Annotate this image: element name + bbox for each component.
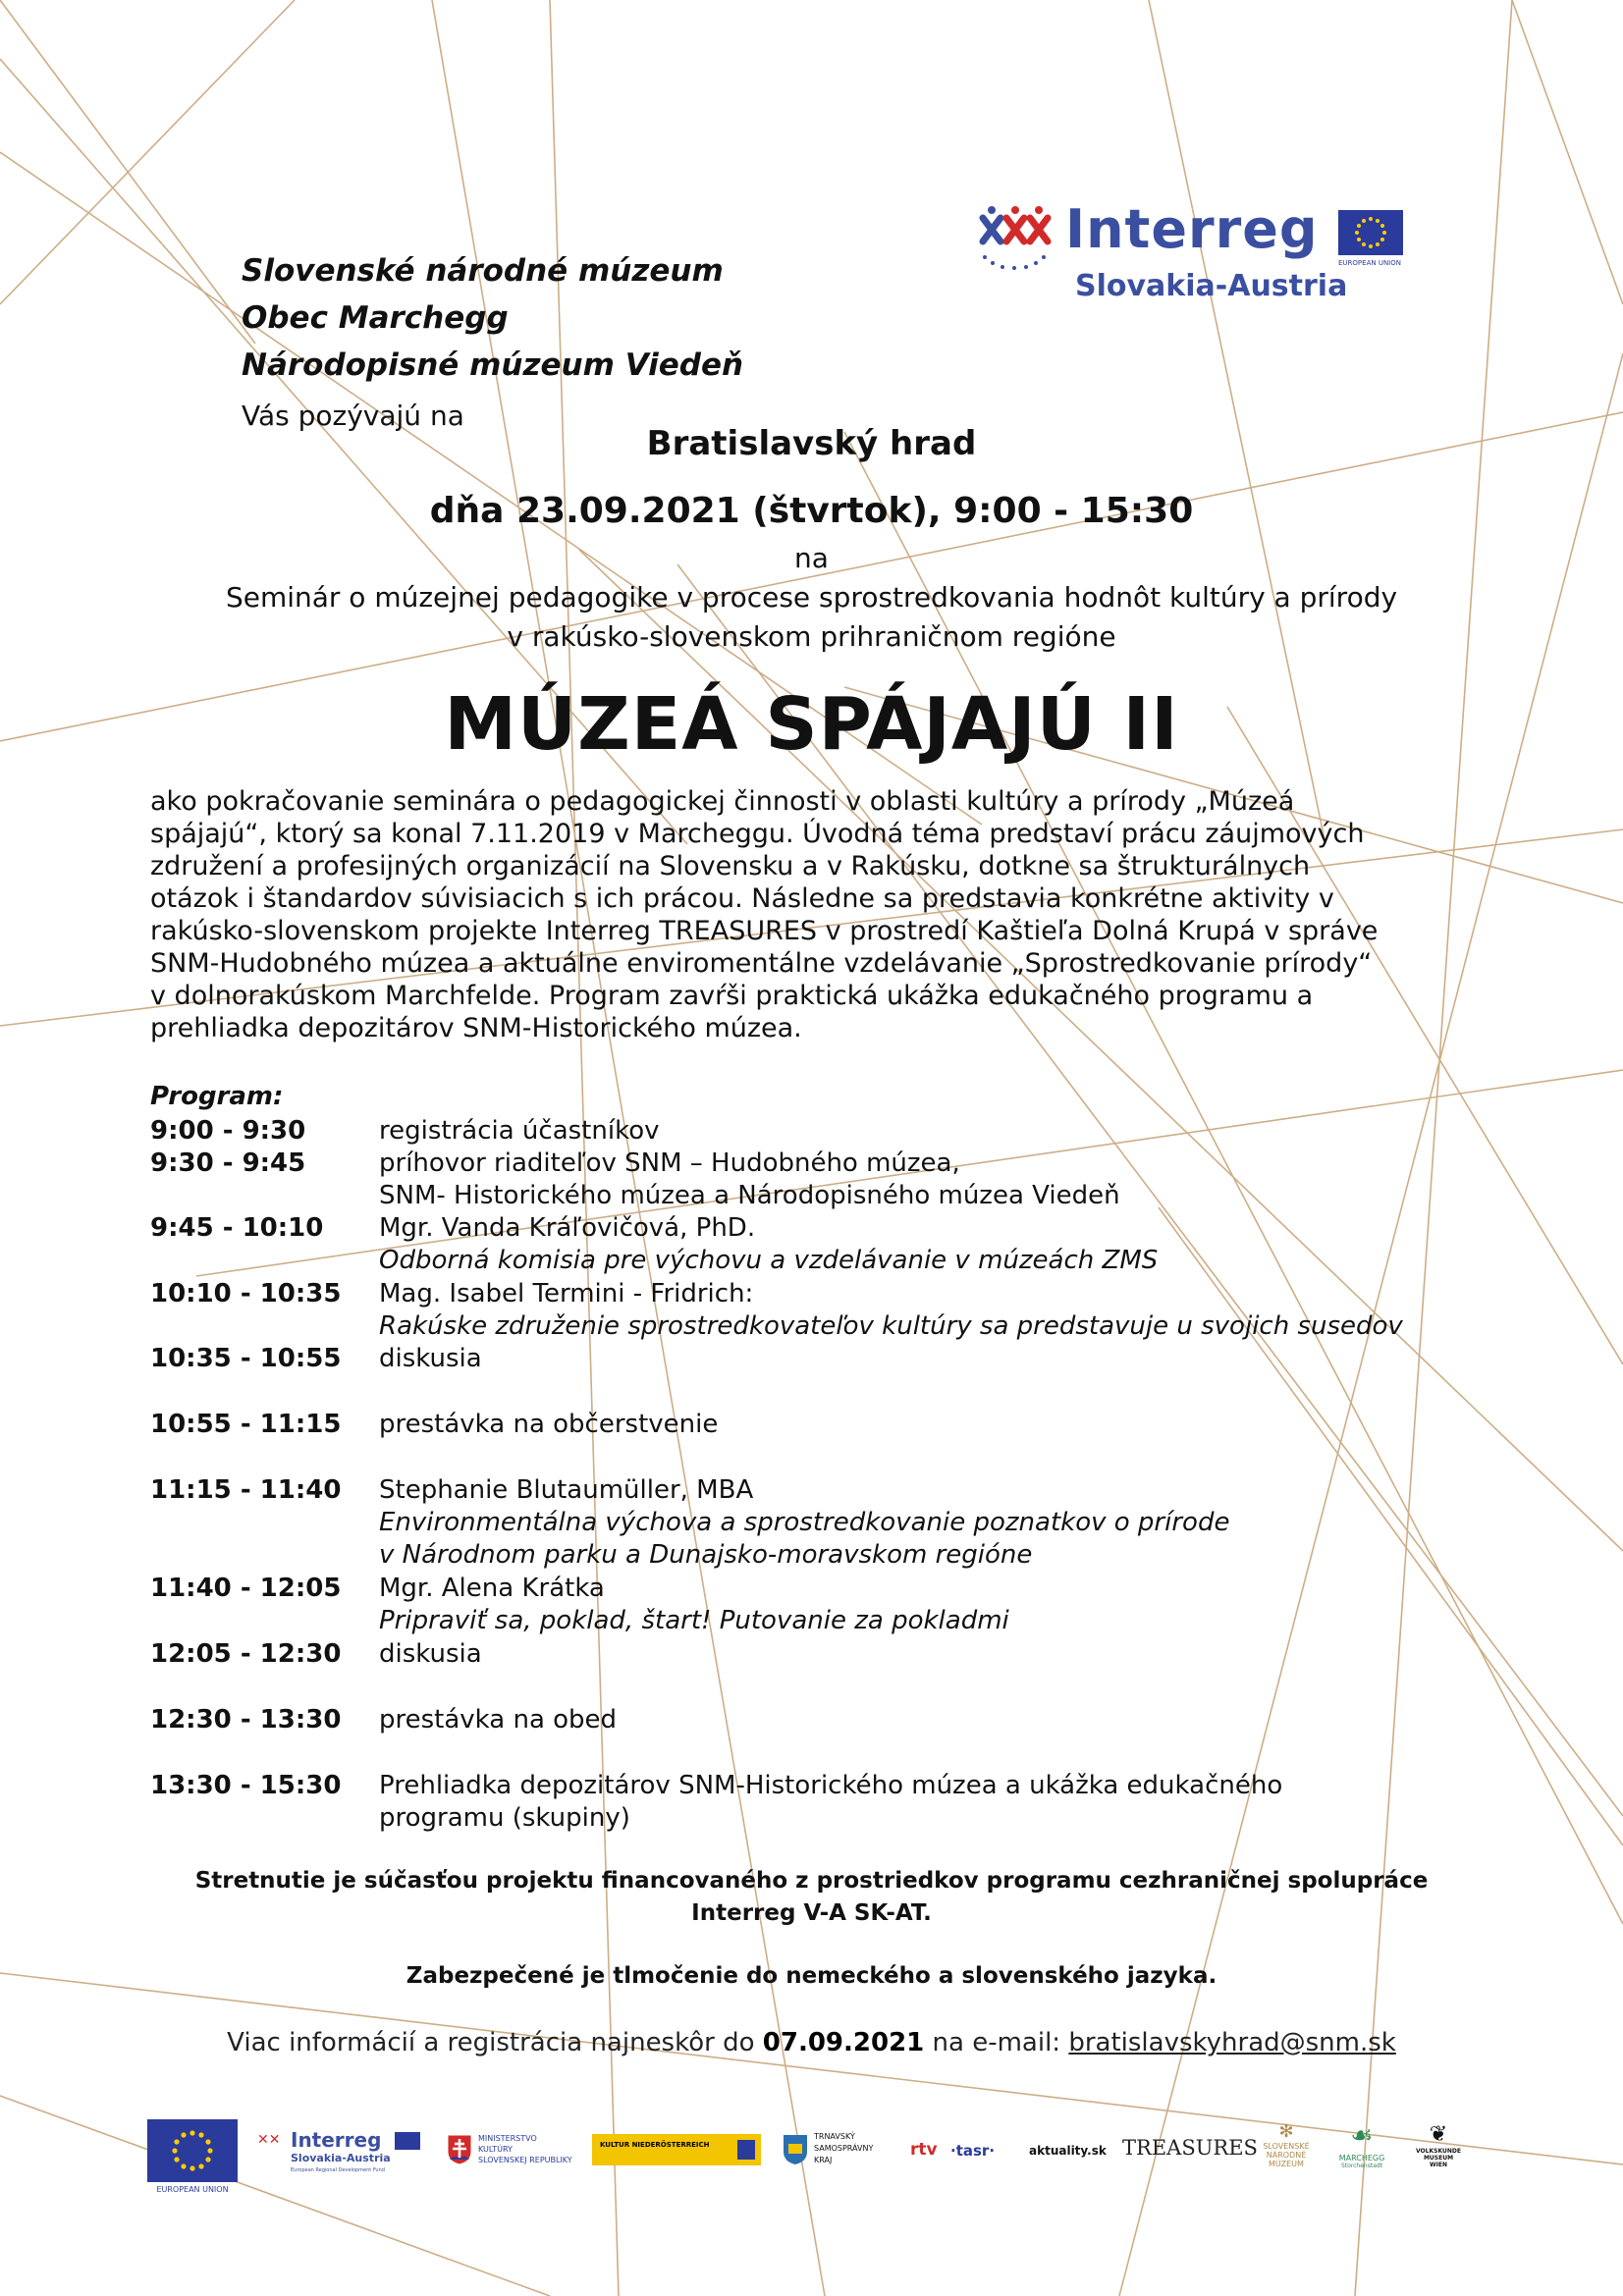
funding-line-1: Stretnutie je súčasťou projektu financovaného z prostriedkov programu cezhraničnej spolupráce [194, 1868, 1429, 1894]
intro-line: SNM-Hudobného múzea a aktuálne enviromentálne vzdelávanie „Sprostredkovanie prírody“ [150, 948, 1373, 979]
registration-middle: na e-mail: [932, 2028, 1061, 2057]
schedule-time: 10:55 - 11:15 [150, 1410, 342, 1439]
schedule-time: 12:05 - 12:30 [150, 1639, 342, 1669]
interreg-people-icon: ✕✕ [257, 2132, 281, 2148]
intro-line: rakúsko-slovenskom projekte Interreg TREASURES v prostredí Kaštieľa Dolná Krupá v správe [150, 916, 1379, 946]
trnava-line-2: SAMOSPRÁVNY [814, 2144, 874, 2153]
footer-marchegg-logo [1327, 2118, 1396, 2189]
organizer-3: Národopisné múzeum Viedeň [242, 347, 744, 383]
footer-tasr-logo: ·tasr· [950, 2142, 996, 2160]
intro-line: v dolnorakúskom Marchfelde. Program zavŕši praktická ukážka edukačného programu a [150, 981, 1314, 1011]
registration-prefix: Viac informácií a registrácia najneskôr do [227, 2028, 755, 2057]
organizer-2: Obec Marchegg [242, 300, 509, 336]
interreg-brand: Interreg [1065, 198, 1319, 260]
footer-trnava-logo [783, 2130, 881, 2179]
schedule-time: 11:15 - 11:40 [150, 1475, 342, 1505]
program-heading: Program: [150, 1082, 284, 1111]
seminar-line-1: Seminár o múzejnej pedagogike v procese sprostredkovania hodnôt kultúry a prírody [225, 581, 1398, 614]
eu-flag-icon [395, 2132, 420, 2150]
marchegg-subtitle: Storchenstadt [1340, 2163, 1383, 2169]
snm-emblem-icon: ✻ [1278, 2121, 1294, 2142]
snm-line-2: NÁRODNÉ [1266, 2151, 1307, 2160]
schedule-item: príhovor riaditeľov SNM – Hudobného múzea, [379, 1148, 960, 1178]
schedule-item-detail: SNM- Historického múzea a Národopisného múzea Viedeň [379, 1181, 1120, 1210]
kultur-noe-text: KULTUR NIEDERÖSTERREICH [600, 2141, 710, 2149]
interreg-people-icon [977, 206, 1055, 275]
footer-interreg-region: Slovakia-Austria [291, 2152, 391, 2164]
stork-icon: ☙ [1350, 2121, 1374, 2151]
intro-line: prehliadka depozitárov SNM-Historického múzea. [150, 1013, 802, 1043]
footer-interreg-brand: Interreg [291, 2128, 382, 2152]
ministry-line-3: SLOVENSKEJ REPUBLIKY [478, 2156, 572, 2164]
schedule-item: diskusia [379, 1639, 482, 1669]
intro-line: združení a profesijných organizácií na Slovensku a v Rakúsku, dotkne sa štrukturálnych [150, 851, 1311, 881]
schedule-speaker: Mag. Isabel Termini - Fridrich: [379, 1279, 754, 1308]
footer-treasures-logo: TREASURES [1122, 2136, 1258, 2160]
intro-line: ako pokračovanie seminára o pedagogickej činnosti v oblasti kultúry a prírody „Múzeá [150, 786, 1295, 817]
schedule-topic: Pripraviť sa, poklad, štart! Putovanie za pokladmi [379, 1606, 1009, 1635]
schedule-item: diskusia [379, 1344, 482, 1373]
marchegg-name: MARCHEGG [1338, 2154, 1385, 2163]
schedule-topic: Rakúske združenie sprostredkovateľov kultúry sa predstavuje u svojich susedov [379, 1311, 1403, 1341]
schedule-item: prestávka na obed [379, 1705, 618, 1735]
registration-deadline: 07.09.2021 [762, 2028, 925, 2057]
footer-ministry-logo [447, 2128, 584, 2183]
trnava-shield-icon [783, 2134, 808, 2165]
schedule-item: registrácia účastníkov [379, 1116, 660, 1146]
eu-flag-icon [1338, 210, 1403, 255]
schedule-time: 9:45 - 10:10 [150, 1213, 324, 1243]
footer-eu-logo [147, 2119, 238, 2196]
footer-interreg-fund: European Regional Development Fund [291, 2167, 385, 2173]
funding-line-2: Interreg V-A SK-AT. [691, 1900, 932, 1926]
schedule-topic: Environmentálna výchova a sprostredkovanie poznatkov o prírode [379, 1508, 1230, 1537]
registration-line [0, 2028, 1623, 2057]
schedule-speaker: Stephanie Blutaumüller, MBA [379, 1475, 754, 1505]
registration-email-link[interactable]: bratislavskyhrad@snm.sk [1068, 2028, 1396, 2057]
snm-line-3: MÚZEUM [1269, 2160, 1304, 2168]
schedule-time: 13:30 - 15:30 [150, 1771, 342, 1800]
seminar-line-2: v rakúsko-slovenskom prihraničnom regióne [507, 620, 1116, 653]
organizer-1: Slovenské národné múzeum [242, 253, 724, 289]
ministry-line-2: KULTÚRY [478, 2145, 513, 2154]
footer-snm-logo [1247, 2122, 1325, 2185]
trnava-line-1: TRNAVSKÝ [814, 2132, 855, 2141]
volkskunde-line-2: MUSEUM [1423, 2155, 1454, 2162]
schedule-item-detail: programu (skupiny) [379, 1803, 630, 1833]
venue: Bratislavský hrad [646, 424, 977, 463]
invite-text: Vás pozývajú na [242, 400, 464, 432]
schedule-time: 9:30 - 9:45 [150, 1148, 306, 1178]
eu-flag-icon [147, 2119, 238, 2182]
interreg-header-logo [977, 198, 1414, 314]
footer-volkskunde-logo [1404, 2122, 1473, 2181]
footer-aktuality-logo: aktuality.sk [1029, 2144, 1107, 2158]
na-text: na [794, 542, 829, 574]
intro-line: spájajú“, ktorý sa konal 7.11.2019 v Marcheggu. Úvodná téma predstaví prácu záujmových [150, 819, 1365, 849]
footer-kultur-noe-logo [592, 2134, 761, 2165]
footer-eu-caption: EUROPEAN UNION [156, 2185, 229, 2194]
footer-rtv-logo: rtv [910, 2140, 938, 2160]
interreg-region: Slovakia-Austria [1075, 269, 1348, 303]
schedule-time: 11:40 - 12:05 [150, 1574, 342, 1603]
ministry-line-1: MINISTERSTVO [478, 2134, 537, 2143]
schedule-time: 10:10 - 10:35 [150, 1279, 342, 1308]
intro-paragraph [150, 785, 1495, 1044]
schedule-speaker: Mgr. Vanda Kráľovičová, PhD. [379, 1213, 756, 1243]
schedule-time: 9:00 - 9:30 [150, 1116, 306, 1146]
schedule-speaker: Mgr. Alena Krátka [379, 1574, 605, 1603]
intro-line: otázok i štandardov súvisiacich s ich prácou. Následne sa predstavia konkrétne aktivity v [150, 883, 1334, 914]
date-line: dňa 23.09.2021 (štvrtok), 9:00 - 15:30 [429, 491, 1194, 531]
volkskunde-emblem-icon: ❦ [1429, 2122, 1448, 2147]
schedule-topic: v Národnom parku a Dunajsko-moravskom regióne [379, 1540, 1033, 1570]
snm-line-1: SLOVENSKÉ [1263, 2142, 1310, 2151]
footer-interreg-logo [257, 2130, 424, 2189]
interpreting-note: Zabezpečené je tlmočenie do nemeckého a slovenského jazyka. [406, 1963, 1217, 1989]
volkskunde-line-1: VOLKSKUNDE [1416, 2148, 1461, 2155]
schedule-time: 10:35 - 10:55 [150, 1344, 342, 1373]
schedule-item: Prehliadka depozitárov SNM-Historického múzea a ukážka edukačného [379, 1771, 1283, 1800]
schedule-time: 12:30 - 13:30 [150, 1705, 342, 1735]
schedule-topic: Odborná komisia pre výchovu a vzdelávanie v múzeách ZMS [379, 1246, 1159, 1275]
event-title: MÚZEÁ SPÁJAJÚ II [444, 682, 1179, 767]
slovak-coat-of-arms-icon [447, 2134, 472, 2165]
volkskunde-line-3: WIEN [1430, 2162, 1447, 2168]
schedule-item: prestávka na občerstvenie [379, 1410, 719, 1439]
trnava-line-3: KRAJ [814, 2156, 833, 2164]
eu-caption: EUROPEAN UNION [1338, 259, 1401, 267]
lower-austria-icon [737, 2140, 755, 2160]
